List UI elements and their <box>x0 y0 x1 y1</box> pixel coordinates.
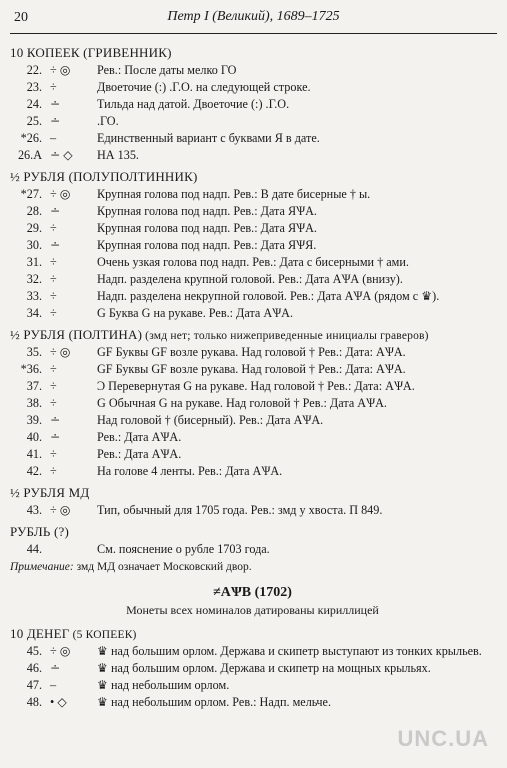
entry-number: 46. <box>26 661 42 675</box>
entry-text: ♛ над небольшим орлом. Рев.: Надп. мельче. <box>97 695 332 709</box>
catalog-entry <box>10 96 495 113</box>
entry-text: Крупная голова под надп. Рев.: Дата ЯѰА. <box>97 204 317 218</box>
entry-number: *27. <box>20 187 42 201</box>
entry-number: 29. <box>26 221 42 235</box>
entry-number: 32. <box>26 272 42 286</box>
entry-number: 45. <box>26 644 42 658</box>
catalog-entry <box>10 660 495 677</box>
rarity-mark: ÷ <box>50 379 57 393</box>
entry-text: Двоеточие (:) .Г.О. на следующей строке. <box>97 80 311 94</box>
footnote-label: Примечание: <box>10 561 74 573</box>
entry-text: Рев.: Дата АѰА. <box>97 447 182 461</box>
entry-number: 30. <box>26 238 42 252</box>
entry-text: G Обычная G на рукаве. Над головой † Рев.: Дата АѰА. <box>97 396 387 410</box>
rarity-mark: ÷ <box>50 80 57 94</box>
rarity-mark: ∸ <box>50 413 61 427</box>
page-header <box>10 8 497 30</box>
catalog-section <box>10 327 495 480</box>
catalog-entry <box>10 130 495 147</box>
entry-text: Надп. разделена крупной головой. Рев.: Дата АѰА (внизу). <box>97 272 403 286</box>
page-number: 20 <box>14 10 28 25</box>
section-rows <box>10 643 495 711</box>
entry-text: GF Буквы GF возле рукава. Над головой † Рев.: Дата: АѰА. <box>97 362 406 376</box>
entry-text: Очень узкая голова под надп. Рев.: Дата с бисерными † ами. <box>97 255 409 269</box>
catalog-entry <box>10 412 495 429</box>
section-10-deneg <box>10 626 495 711</box>
catalog-entry <box>10 378 495 395</box>
entry-number: 34. <box>26 306 42 320</box>
entry-text: Единственный вариант с буквами Я в дате. <box>97 131 320 145</box>
catalog-entry <box>10 147 495 164</box>
epoch-heading: ≠АѰВ (1702) <box>213 585 292 600</box>
entry-text: На голове 4 ленты. Рев.: Дата АѰА. <box>97 464 283 478</box>
entry-number: 26.А <box>17 148 42 162</box>
entry-text: Рев.: После даты мелко ГО <box>97 63 237 77</box>
entry-text: Крупная голова под надп. Рев.: Дата ЯѰА. <box>97 221 317 235</box>
rarity-mark: ∸ <box>50 114 61 128</box>
entry-number: 23. <box>26 80 42 94</box>
entry-text: Надп. разделена некрупной головой. Рев.: Дата АѰА (рядом с ♛). <box>97 289 440 303</box>
watermark: UNC.UA <box>397 726 489 751</box>
entry-text: .ГО. <box>97 114 119 128</box>
entry-text: Крупная голова под надп. Рев.: В дате бисерные † ы. <box>97 187 371 201</box>
rarity-mark: ∸ <box>50 661 61 675</box>
catalog-entry <box>10 203 495 220</box>
rarity-mark: ÷ <box>50 272 57 286</box>
rarity-mark: ÷ <box>50 289 57 303</box>
catalog-entry <box>10 220 495 237</box>
entry-text: Ͻ Перевернутая G на рукаве. Над головой † Рев.: Дата: АѰА. <box>97 379 415 393</box>
rarity-mark: – <box>50 678 57 692</box>
catalog-entry <box>10 677 495 694</box>
section-title: РУБЛЬ (?) <box>10 524 70 539</box>
entry-number: 43. <box>26 503 42 517</box>
rarity-mark: ÷ <box>50 306 57 320</box>
rarity-mark: ∸ <box>50 204 61 218</box>
rarity-mark: ÷ <box>50 396 57 410</box>
entry-number: 44. <box>26 542 42 556</box>
catalog-entry <box>10 271 495 288</box>
catalog-entry <box>10 62 495 79</box>
section-title: ½ РУБЛЯ МД <box>10 485 90 500</box>
entry-number: 28. <box>26 204 42 218</box>
catalog-section <box>10 169 495 322</box>
entry-number: 25. <box>26 114 42 128</box>
catalog-entry <box>10 254 495 271</box>
entry-text: ♛ над большим орлом. Держава и скипетр выступают из тонких крыльев. <box>97 644 482 658</box>
entry-text: Крупная голова под надп. Рев.: Дата ЯѰЯ. <box>97 238 317 252</box>
entry-text: G Буква G на рукаве. Рев.: Дата АѰА. <box>97 306 294 320</box>
catalog-entry <box>10 429 495 446</box>
rarity-mark: • ◇ <box>50 695 67 709</box>
rarity-mark: ÷ <box>50 464 57 478</box>
catalog-entry <box>10 361 495 378</box>
catalog-sections <box>10 45 495 558</box>
catalog-entry <box>10 186 495 203</box>
entry-number: 41. <box>26 447 42 461</box>
entry-number: *36. <box>20 362 42 376</box>
catalog-entry <box>10 502 495 519</box>
entry-number: 22. <box>26 63 42 77</box>
page-body <box>10 40 495 711</box>
catalog-entry <box>10 541 495 558</box>
rarity-mark: ÷ <box>50 447 57 461</box>
rarity-mark: ÷ ◎ <box>50 187 71 201</box>
entry-number: 42. <box>26 464 42 478</box>
entry-number: 39. <box>26 413 42 427</box>
rarity-mark: ÷ ◎ <box>50 63 71 77</box>
epoch-subtitle: Монеты всех номиналов датированы кириллицей <box>126 603 379 617</box>
catalog-section <box>10 45 495 164</box>
footnote-text: змд МД означает Московский двор. <box>73 561 252 573</box>
rarity-mark: ÷ <box>50 221 57 235</box>
rarity-mark: – <box>50 131 57 145</box>
entry-number: 33. <box>26 289 42 303</box>
rarity-mark: ÷ ◎ <box>50 644 71 658</box>
rarity-mark: ÷ ◎ <box>50 345 71 359</box>
entry-text: НА 135. <box>97 148 139 162</box>
entry-number: 31. <box>26 255 42 269</box>
entry-text: GF Буквы GF возле рукава. Над головой † Рев.: Дата: АѰА. <box>97 345 406 359</box>
catalog-entry <box>10 395 495 412</box>
entry-text: Тильда над датой. Двоеточие (:) .Г.О. <box>97 97 290 111</box>
catalog-entry <box>10 79 495 96</box>
catalog-entry <box>10 237 495 254</box>
rarity-mark: ∸ <box>50 97 61 111</box>
section-title: 10 КОПЕЕК (ГРИВЕННИК) <box>10 45 172 60</box>
entry-number: 47. <box>26 678 42 692</box>
header-rule <box>10 33 497 34</box>
entry-number: 38. <box>26 396 42 410</box>
entry-text: Над головой † (бисерный). Рев.: Дата АѰА. <box>97 413 324 427</box>
catalog-section <box>10 524 495 558</box>
entry-text: Тип, обычный для 1705 года. Рев.: змд у хвоста. П 849. <box>97 503 383 517</box>
catalog-entry <box>10 694 495 711</box>
section-title: 10 ДЕНЕГ (5 КОПЕЕК) <box>10 626 137 641</box>
entry-number: 40. <box>26 430 42 444</box>
rarity-mark: ∸ ◇ <box>50 148 73 162</box>
catalog-entry <box>10 344 495 361</box>
section-title: ½ РУБЛЯ (ПОЛУПОЛТИННИК) <box>10 169 198 184</box>
rarity-mark: ÷ <box>50 362 57 376</box>
entry-text: Рев.: Дата АѰА. <box>97 430 182 444</box>
rarity-mark: ∸ <box>50 430 61 444</box>
running-title: Петр I (Великий), 1689–1725 <box>167 9 340 24</box>
entry-number: 24. <box>26 97 42 111</box>
catalog-entry <box>10 305 495 322</box>
catalog-entry <box>10 463 495 480</box>
entry-text: ♛ над небольшим орлом. <box>97 678 230 692</box>
entry-number: 37. <box>26 379 42 393</box>
entry-text: ♛ над большим орлом. Держава и скипетр на мощных крыльях. <box>97 661 431 675</box>
rarity-mark: ÷ ◎ <box>50 503 71 517</box>
catalog-entry <box>10 643 495 660</box>
rarity-mark: ∸ <box>50 238 61 252</box>
entry-text: См. пояснение о рубле 1703 года. <box>97 542 270 556</box>
catalog-entry <box>10 288 495 305</box>
catalog-entry <box>10 446 495 463</box>
entry-number: *26. <box>20 131 42 145</box>
catalog-section <box>10 485 495 519</box>
footnote <box>10 561 495 573</box>
section-title: ½ РУБЛЯ (ПОЛТИНА) (змд нет; только нижеприведенные инициалы граверов) <box>10 327 429 342</box>
entry-number: 48. <box>26 695 42 709</box>
catalog-entry <box>10 113 495 130</box>
entry-number: 35. <box>26 345 42 359</box>
rarity-mark: ÷ <box>50 255 57 269</box>
